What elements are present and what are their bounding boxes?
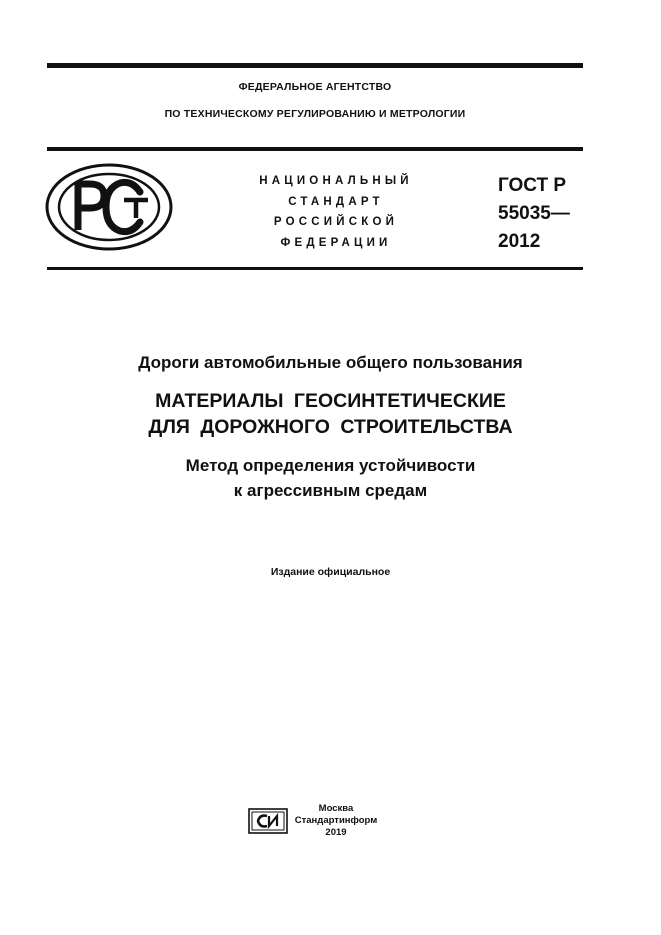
- middle-rule: [47, 147, 583, 151]
- national-line: СТАНДАРТ: [288, 195, 384, 208]
- publication-year: 2019: [325, 827, 347, 838]
- road-subtitle: Дороги автомобильные общего пользования: [138, 353, 523, 372]
- document-title-line-2: ДЛЯ ДОРОЖНОГО СТРОИТЕЛЬСТВА: [148, 416, 513, 438]
- bottom-rule: [47, 267, 583, 270]
- gost-designation: [498, 172, 570, 256]
- national-line: ФЕДЕРАЦИИ: [280, 237, 392, 250]
- gost-line: 2012: [498, 231, 541, 252]
- publisher-name: Стандартинформ: [294, 815, 378, 826]
- national-line: РОССИЙСКОЙ: [273, 216, 399, 229]
- edition-label: Издание официальное: [270, 566, 391, 578]
- rst-certification-mark-icon: [44, 162, 174, 252]
- standartinform-logo-icon: [248, 808, 288, 834]
- publisher-info: [292, 803, 380, 839]
- publisher-city: Москва: [318, 803, 354, 814]
- national-standard-heading: [236, 171, 436, 254]
- method-title-line-1: Метод определения устойчивости: [185, 456, 476, 475]
- gost-line: ГОСТ Р: [498, 175, 567, 196]
- method-title-line-2: к агрессивным средам: [233, 481, 428, 500]
- document-title-line-1: МАТЕРИАЛЫ ГЕОСИНТЕТИЧЕСКИЕ: [155, 390, 506, 412]
- top-rule: [47, 63, 583, 68]
- agency-line-1: ФЕДЕРАЛЬНОЕ АГЕНТСТВО: [238, 81, 392, 93]
- gost-line: 55035—: [498, 203, 570, 224]
- agency-line-2: ПО ТЕХНИЧЕСКОМУ РЕГУЛИРОВАНИЮ И МЕТРОЛОГИИ: [164, 108, 466, 120]
- national-line: НАЦИОНАЛЬНЫЙ: [259, 175, 413, 187]
